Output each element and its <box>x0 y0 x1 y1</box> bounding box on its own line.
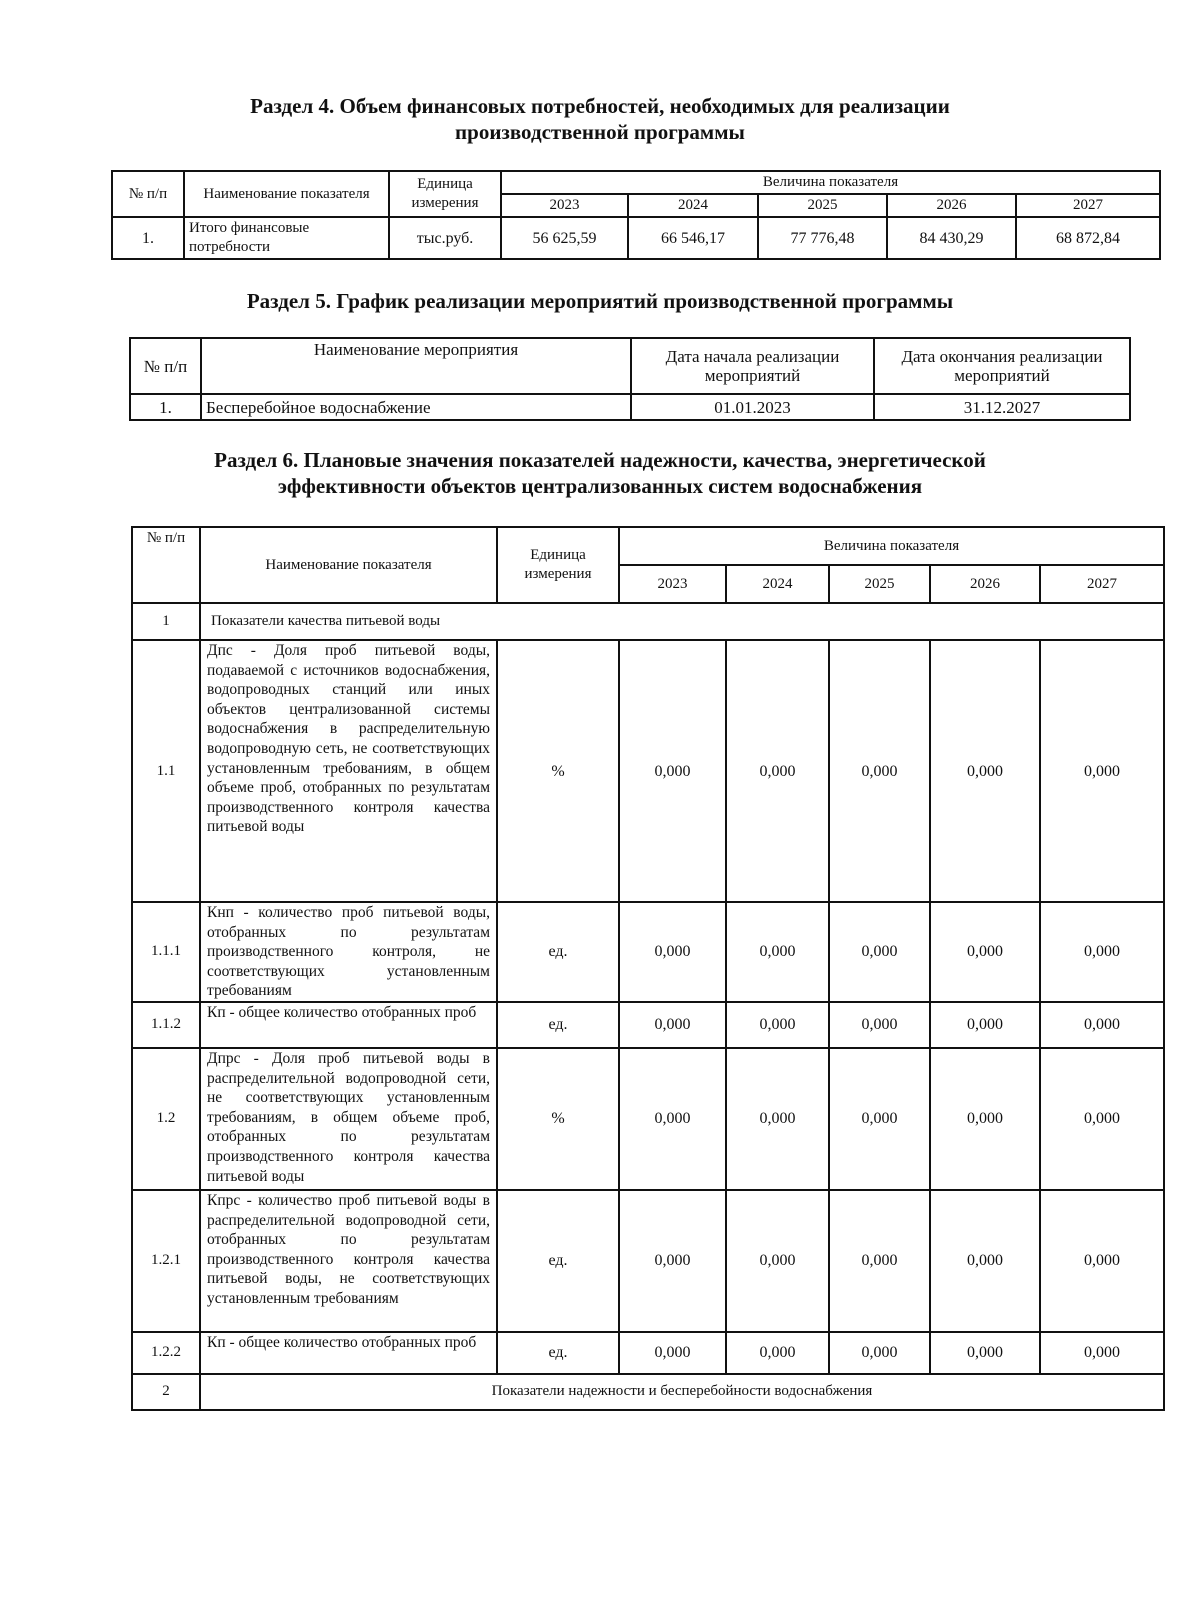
row-num: 1.1.1 <box>132 902 200 1002</box>
header-year: 2027 <box>1016 194 1160 217</box>
header-name: Наименование показателя <box>200 527 497 603</box>
row-value: 0,000 <box>726 1190 829 1332</box>
header-year: 2026 <box>930 565 1040 603</box>
section6-title-line2: эффективности объектов централизованных систем водоснабжения <box>277 474 923 498</box>
header-year: 2023 <box>619 565 726 603</box>
section5-title <box>0 288 1200 314</box>
row-value: 0,000 <box>1040 1002 1164 1048</box>
table-row <box>132 1048 1164 1190</box>
header-unit: Единица измерения <box>389 171 501 217</box>
row-value: 0,000 <box>619 1190 726 1332</box>
section6-title-line1: Раздел 6. Плановые значения показателей надежности, качества, энергетической <box>214 448 986 472</box>
row-value: 0,000 <box>619 1048 726 1190</box>
row-num: 1. <box>112 217 184 259</box>
financial-needs-table <box>111 170 1161 260</box>
row-num: 1.2.1 <box>132 1190 200 1332</box>
row-value: 0,000 <box>619 1002 726 1048</box>
row-value: 0,000 <box>726 1002 829 1048</box>
row-name: Дпрс - Доля проб питьевой воды в распределительной водопроводной сети, не соответствующих установленным требованиям, в общем объеме проб, отобранных по результатам производственного контроля качества питьевой воды <box>200 1048 497 1190</box>
row-value: 56 625,59 <box>501 217 628 259</box>
row-value: 66 546,17 <box>628 217 758 259</box>
row-value: 0,000 <box>726 902 829 1002</box>
header-year: 2024 <box>628 194 758 217</box>
header-year: 2023 <box>501 194 628 217</box>
group-num: 1 <box>132 603 200 640</box>
row-value: 68 872,84 <box>1016 217 1160 259</box>
row-unit: ед. <box>497 902 619 1002</box>
row-num: 1.1.2 <box>132 1002 200 1048</box>
header-name: Наименование показателя <box>184 171 389 217</box>
row-unit: ед. <box>497 1332 619 1374</box>
row-value: 0,000 <box>930 1332 1040 1374</box>
row-value: 0,000 <box>619 640 726 902</box>
row-value: 0,000 <box>930 1048 1040 1190</box>
row-value: 0,000 <box>726 1332 829 1374</box>
row-name: Кнп - количество проб питьевой воды, отобранных по результатам производственного контроля, не соответствующих установленным требованиям <box>200 902 497 1002</box>
header-year: 2025 <box>829 565 930 603</box>
row-value: 0,000 <box>930 1190 1040 1332</box>
header-num: № п/п <box>132 527 200 603</box>
row-value: 0,000 <box>829 902 930 1002</box>
row-value: 84 430,29 <box>887 217 1016 259</box>
header-year: 2024 <box>726 565 829 603</box>
row-value: 0,000 <box>619 902 726 1002</box>
row-value: 0,000 <box>930 640 1040 902</box>
header-value: Величина показателя <box>501 171 1160 194</box>
row-unit: % <box>497 640 619 902</box>
group-num: 2 <box>132 1374 200 1410</box>
header-year: 2026 <box>887 194 1016 217</box>
table-row <box>132 1002 1164 1048</box>
indicators-table <box>131 526 1165 1411</box>
row-value: 0,000 <box>930 1002 1040 1048</box>
group-name: Показатели качества питьевой воды <box>200 603 1164 640</box>
header-num: № п/п <box>130 338 201 394</box>
row-name: Кпрс - количество проб питьевой воды в распределительной водопроводной сети, отобранных по результатам производственного контроля качества питьевой воды, не соответствующих установленным требованиям <box>200 1190 497 1332</box>
table-row <box>132 640 1164 902</box>
row-unit: тыс.руб. <box>389 217 501 259</box>
row-name: Дпс - Доля проб питьевой воды, подаваемой с источников водоснабжения, водопроводных станций или иных объектов централизованной системы водоснабжения в распределительную водопроводную сеть, не соответствующих установленным требованиям, в общем объеме проб, отобранных по результатам производственного контроля качества питьевой воды <box>200 640 497 902</box>
row-name: Итого финансовые потребности <box>184 217 389 259</box>
section6-title <box>0 447 1200 499</box>
row-value: 0,000 <box>1040 902 1164 1002</box>
row-value: 0,000 <box>829 1190 930 1332</box>
header-start: Дата начала реализации мероприятий <box>631 338 874 394</box>
row-value: 0,000 <box>726 640 829 902</box>
row-start: 01.01.2023 <box>631 394 874 420</box>
group-name: Показатели надежности и бесперебойности водоснабжения <box>200 1374 1164 1410</box>
row-value: 0,000 <box>726 1048 829 1190</box>
row-value: 0,000 <box>1040 1190 1164 1332</box>
row-value: 0,000 <box>1040 1332 1164 1374</box>
row-unit: ед. <box>497 1002 619 1048</box>
row-value: 0,000 <box>829 1332 930 1374</box>
section4-title-line2: производственной программы <box>455 120 745 144</box>
table-row <box>132 1332 1164 1374</box>
header-unit: Единица измерения <box>497 527 619 603</box>
row-value: 0,000 <box>1040 1048 1164 1190</box>
row-num: 1.1 <box>132 640 200 902</box>
row-value: 77 776,48 <box>758 217 887 259</box>
row-num: 1.2.2 <box>132 1332 200 1374</box>
header-year: 2027 <box>1040 565 1164 603</box>
row-name: Кп - общее количество отобранных проб <box>200 1002 497 1048</box>
table-row <box>130 394 1130 420</box>
row-value: 0,000 <box>1040 640 1164 902</box>
header-name: Наименование мероприятия <box>201 338 631 394</box>
row-value: 0,000 <box>930 902 1040 1002</box>
row-unit: % <box>497 1048 619 1190</box>
header-value: Величина показателя <box>619 527 1164 565</box>
schedule-table <box>129 337 1131 421</box>
header-num: № п/п <box>112 171 184 217</box>
row-value: 0,000 <box>829 1048 930 1190</box>
section4-title <box>0 93 1200 145</box>
header-end: Дата окончания реализации мероприятий <box>874 338 1130 394</box>
table-row <box>132 1190 1164 1332</box>
group-row <box>132 603 1164 640</box>
header-year: 2025 <box>758 194 887 217</box>
row-num: 1.2 <box>132 1048 200 1190</box>
section5-title-line: Раздел 5. График реализации мероприятий производственной программы <box>246 289 954 313</box>
row-unit: ед. <box>497 1190 619 1332</box>
row-value: 0,000 <box>829 1002 930 1048</box>
row-value: 0,000 <box>619 1332 726 1374</box>
row-num: 1. <box>130 394 201 420</box>
table-row <box>112 217 1160 259</box>
group-row <box>132 1374 1164 1410</box>
row-value: 0,000 <box>829 640 930 902</box>
table-row <box>132 902 1164 1002</box>
row-name: Бесперебойное водоснабжение <box>201 394 631 420</box>
section4-title-line1: Раздел 4. Объем финансовых потребностей, необходимых для реализации <box>250 94 950 118</box>
row-name: Кп - общее количество отобранных проб <box>200 1332 497 1374</box>
row-end: 31.12.2027 <box>874 394 1130 420</box>
